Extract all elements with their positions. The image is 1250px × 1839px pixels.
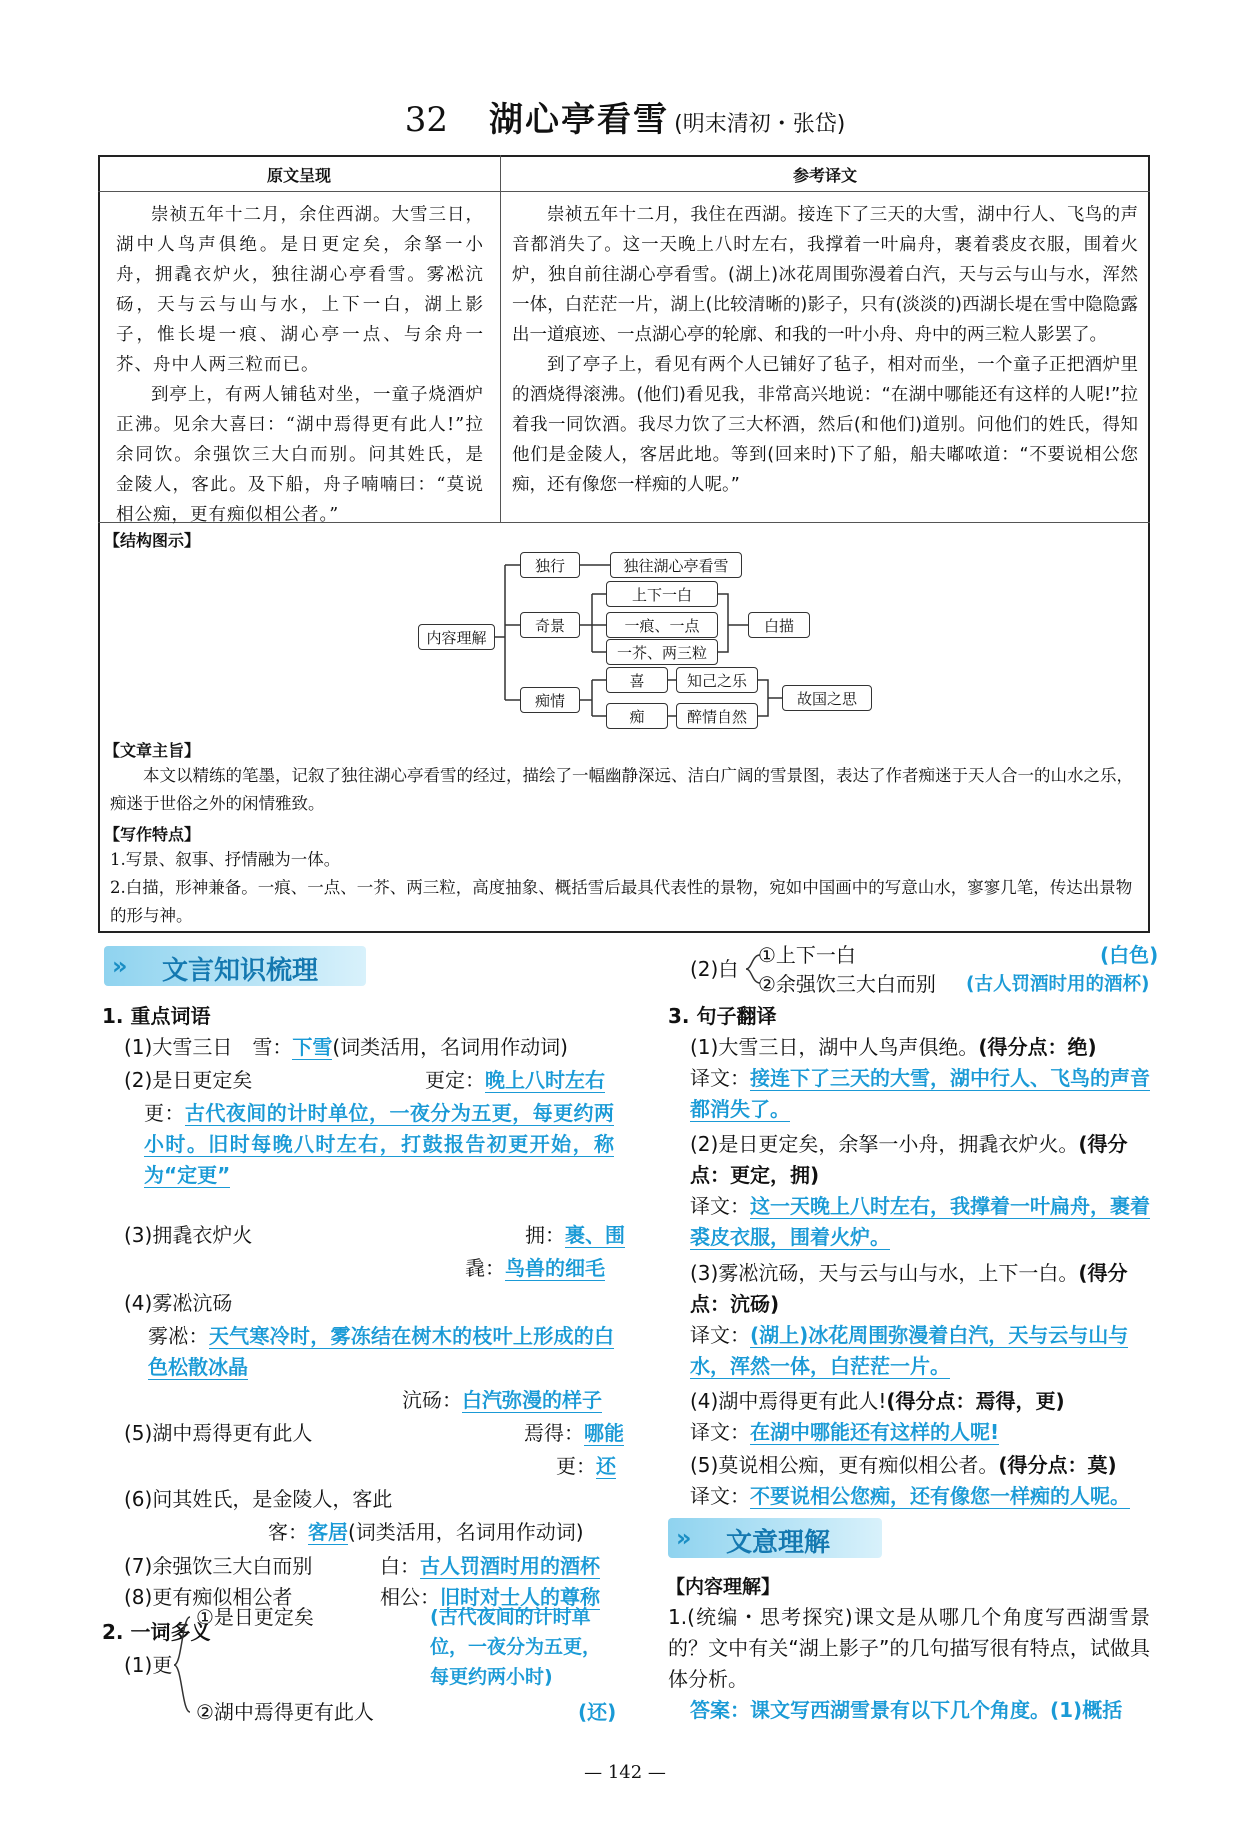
polysemy-2-a1: (白色) bbox=[1100, 943, 1159, 967]
translate-4-answer: 在湖中哪能还有这样的人呢! bbox=[750, 1420, 1000, 1444]
node-guguo: 故国之思 bbox=[782, 685, 872, 711]
translate-1 bbox=[690, 1032, 1150, 1125]
theme-text: 本文以精练的笔墨，记叙了独往湖心亭看雪的经过，描绘了一幅幽静深远、洁白广阔的雪景图，表达了作者痴迷于天人合一的山水之乐，痴迷于世俗之外的闲情雅致。 bbox=[110, 766, 1133, 813]
polysemy-2-s2: ②余强饮三大白而别 bbox=[758, 972, 936, 996]
polysemy-1-a1: (古代夜间的计时单位，一夜分为五更，每更约两小时) bbox=[430, 1606, 602, 1688]
comprehension-answer bbox=[690, 1695, 1150, 1726]
vocab-8-answer: 旧时对士人的尊称 bbox=[440, 1585, 600, 1609]
comprehension-answer-label: 答案： bbox=[690, 1698, 750, 1722]
translate-3-q: (3)雾凇沆砀，天与云与山与水，上下一白。 bbox=[690, 1261, 1079, 1285]
translate-3-answer: (湖上)冰花周围弥漫着白汽，天与云与山与水，浑然一体，白茫茫一片。 bbox=[690, 1323, 1129, 1378]
node-xi: 喜 bbox=[606, 667, 668, 693]
node-chiqing: 痴情 bbox=[520, 687, 580, 713]
translate-3 bbox=[690, 1258, 1150, 1382]
vocab-heading: 1. 重点词语 bbox=[102, 1004, 211, 1028]
vocab-6-k: 客： bbox=[268, 1520, 308, 1544]
lesson-title: 湖心亭看雪 bbox=[489, 100, 670, 140]
vocab-4b-answer: 白汽弥漫的样子 bbox=[462, 1388, 602, 1412]
translate-1-prefix: 译文： bbox=[690, 1066, 750, 1090]
vocab-5-k: 焉得： bbox=[524, 1421, 584, 1445]
node-root: 内容理解 bbox=[418, 624, 495, 650]
polysemy-1-s2: ②湖中焉得更有此人 bbox=[196, 1700, 374, 1724]
vocab-3-q: (3)拥毳衣炉火 bbox=[124, 1223, 253, 1247]
polysemy-1-a2: (还) bbox=[578, 1700, 617, 1724]
vocab-4-k: 雾凇： bbox=[148, 1324, 209, 1348]
polysemy-2-a2: (古人罚酒时用的酒杯) bbox=[966, 974, 1150, 995]
vocab-6-q: (6)问其姓氏，是金陵人，客此 bbox=[124, 1487, 393, 1511]
section-title-comprehension: 文意理解 bbox=[726, 1528, 831, 1558]
polysemy-1-s1: ①是日更定矣 bbox=[196, 1605, 314, 1629]
vocab-8-q: (8)更有痴似相公者 bbox=[124, 1585, 293, 1609]
node-qijing-2: 一痕、一点 bbox=[606, 612, 718, 638]
theme-label: 【文章主旨】 bbox=[104, 741, 201, 760]
translate-5-answer: 不要说相公您痴，还有像您一样痴的人呢。 bbox=[750, 1484, 1130, 1508]
vocab-2b-answer: 古代夜间的计时单位，一夜分为五更，每更约两小时。旧时每晚八时左右，打鼓报告初更开始，称为“定更” bbox=[144, 1101, 615, 1187]
translate-1-pts: (得分点：绝) bbox=[978, 1035, 1097, 1059]
translate-2-answer: 这一天晚上八时左右，我撑着一叶扁舟，裹着裘皮衣服，围着火炉。 bbox=[690, 1194, 1150, 1249]
polysemy-2-s1: ①上下一白 bbox=[758, 943, 856, 967]
vocab-5b-answer: 还 bbox=[596, 1454, 616, 1478]
structure-label: 【结构图示】 bbox=[104, 531, 201, 550]
writing-label: 【写作特点】 bbox=[104, 825, 201, 844]
original-para-1: 崇祯五年十二月，余住西湖。大雪三日，湖中人鸟声俱绝。是日更定矣，余拏一小舟，拥毳衣炉火，独往湖心亭看雪。雾凇沆砀，天与云与山与水，上下一白，湖上影子，惟长堤一痕、湖心亭一点、与余舟一芥、舟中人两三粒而已。 bbox=[116, 205, 484, 375]
vocab-2-k: 更定： bbox=[425, 1068, 485, 1092]
vocab-4b-k: 沆砀： bbox=[402, 1388, 462, 1412]
translate-4-pts: (得分点：焉得，更) bbox=[886, 1389, 1065, 1413]
vocab-6-answer: 客居 bbox=[308, 1520, 348, 1544]
vocab-5-q: (5)湖中焉得更有此人 bbox=[124, 1421, 313, 1445]
vocab-8-k: 相公： bbox=[380, 1585, 440, 1609]
vocab-7-k: 白： bbox=[380, 1554, 420, 1578]
vocab-1-answer: 下雪 bbox=[292, 1035, 333, 1059]
node-baimiao: 白描 bbox=[748, 612, 810, 638]
vocab-2b-k: 更： bbox=[144, 1101, 185, 1125]
translate-2-pts: (得分点：更定，拥) bbox=[690, 1132, 1128, 1187]
polysemy-heading: 2. 一词多义 bbox=[102, 1620, 211, 1644]
translate-2 bbox=[690, 1129, 1150, 1253]
translate-2-q: (2)是日更定矣，余拏一小舟，拥毳衣炉火。 bbox=[690, 1132, 1079, 1156]
translate-3-pts: (得分点：沆砀) bbox=[690, 1261, 1128, 1316]
translate-3-prefix: 译文： bbox=[690, 1323, 750, 1347]
vocab-1-note: (词类活用，名词用作动词) bbox=[332, 1035, 568, 1059]
lesson-number: 32 bbox=[404, 100, 448, 140]
vocab-3b-answer: 鸟兽的细毛 bbox=[505, 1256, 605, 1280]
col-original-header: 原文呈现 bbox=[266, 166, 331, 185]
translate-2-prefix: 译文： bbox=[690, 1194, 750, 1218]
node-zhiji: 知己之乐 bbox=[676, 667, 758, 693]
vocab-2-q: (2)是日更定矣 bbox=[124, 1068, 253, 1092]
polysemy-2-label: (2)白 bbox=[690, 957, 739, 981]
translate-4-prefix: 译文： bbox=[690, 1420, 750, 1444]
translate-1-answer: 接连下了三天的大雪，湖中行人、飞鸟的声音都消失了。 bbox=[690, 1066, 1150, 1121]
translate-5-pts: (得分点：莫) bbox=[998, 1453, 1117, 1477]
page-number: — 142 — bbox=[584, 1762, 666, 1783]
node-qijing-3: 一芥、两三粒 bbox=[606, 639, 718, 665]
vocab-6-note: (词类活用，名词用作动词) bbox=[348, 1520, 584, 1544]
comprehension-question: 1.(统编・思考探究)课文是从哪几个角度写西湖雪景的？文中有关“湖上影子”的几句描写很有特点，试做具体分析。 bbox=[668, 1605, 1150, 1691]
vocab-4-answer: 天气寒冷时，雾冻结在树木的枝叶上形成的白色松散冰晶 bbox=[148, 1324, 615, 1379]
node-duxing: 独行 bbox=[520, 552, 580, 578]
vocab-3-answer: 裹、围 bbox=[565, 1223, 625, 1247]
translate-5-prefix: 译文： bbox=[690, 1484, 750, 1508]
translation-para-1: 崇祯五年十二月，我住在西湖。接连下了三天的大雪，湖中行人、飞鸟的声音都消失了。这一天晚上八时左右，我撑着一叶扁舟，裹着裘皮衣服，围着火炉，独自前往湖心亭看雪。(湖上)冰花周围弥漫着白汽，天与云与山与水，浑然一体，白茫茫一片，湖上(比较清晰的)影子，只有(淡淡的)西湖长堤在雪中隐隐露出一道痕迹、一点湖心亭的轮廓、和我的一叶小舟、舟中的两三粒人影罢了。 bbox=[512, 205, 1138, 345]
section-header-comprehension bbox=[668, 1518, 882, 1558]
vocab-4-q: (4)雾凇沆砀 bbox=[124, 1291, 233, 1315]
vocab-2-answer: 晚上八时左右 bbox=[485, 1068, 605, 1092]
polysemy-1-label: (1)更 bbox=[124, 1653, 173, 1677]
writing-item-1: 1.写景、叙事、抒情融为一体。 bbox=[110, 850, 341, 869]
translate-heading: 3. 句子翻译 bbox=[668, 1004, 777, 1028]
col-translation-header: 参考译文 bbox=[792, 166, 857, 185]
polysemy-1-brace bbox=[174, 1617, 190, 1712]
translate-4-q: (4)湖中焉得更有此人! bbox=[690, 1389, 887, 1413]
chevron-right-icon: » bbox=[676, 1524, 692, 1552]
vocab-7-answer: 古人罚酒时用的酒杯 bbox=[420, 1554, 600, 1578]
chevron-right-icon: » bbox=[112, 952, 128, 980]
node-qijing: 奇景 bbox=[520, 612, 580, 638]
node-zuiqing: 醉情自然 bbox=[676, 703, 758, 729]
lesson-author: (明末清初・张岱) bbox=[674, 112, 846, 137]
vocab-5-answer: 哪能 bbox=[584, 1421, 624, 1445]
section-title-knowledge: 文言知识梳理 bbox=[162, 956, 319, 986]
translate-1-q: (1)大雪三日，湖中人鸟声俱绝。 bbox=[690, 1035, 979, 1059]
comprehension-label: 【内容理解】 bbox=[666, 1576, 781, 1598]
writing-item-2: 2.白描，形神兼备。一痕、一点、一芥、两三粒，高度抽象、概括雪后最具代表性的景物，宛如中国画中的写意山水，寥寥几笔，传达出景物的形与神。 bbox=[110, 878, 1133, 925]
vocab-5b-k: 更： bbox=[556, 1454, 596, 1478]
node-qijing-1: 上下一白 bbox=[606, 581, 718, 607]
vocab-3-k: 拥： bbox=[525, 1223, 565, 1247]
comprehension-answer-text: 课文写西湖雪景有以下几个角度。(1)概括 bbox=[750, 1698, 1123, 1722]
node-chi: 痴 bbox=[606, 703, 668, 729]
vocab-3b-k: 毳： bbox=[465, 1256, 505, 1280]
translate-5 bbox=[690, 1450, 1150, 1512]
translate-5-q: (5)莫说相公痴，更有痴似相公者。 bbox=[690, 1453, 999, 1477]
vocab-1-text: (1)大雪三日 雪： bbox=[124, 1035, 293, 1059]
original-para-2: 到亭上，有两人铺毡对坐，一童子烧酒炉正沸。见余大喜曰：“湖中焉得更有此人!”拉余同饮。余强饮三大白而别。问其姓氏，是金陵人，客此。及下船，舟子喃喃曰：“莫说相公痴，更有痴似相公者。” bbox=[116, 385, 484, 525]
translation-para-2: 到了亭子上，看见有两个人已铺好了毡子，相对而坐，一个童子正把酒炉里的酒烧得滚沸。(他们)看见我，非常高兴地说：“在湖中哪能还有这样的人呢!”拉着我一同饮酒。我尽力饮了三大杯酒，然后(和他们)道别。问他们的姓氏，得知他们是金陵人，客居此地。等到(回来时)下了船，船夫嘟哝道：“不要说相公您痴，还有像您一样痴的人呢。” bbox=[512, 355, 1138, 495]
translate-4 bbox=[690, 1386, 1150, 1448]
node-duxing-detail: 独往湖心亭看雪 bbox=[610, 552, 742, 578]
vocab-7-q: (7)余强饮三大白而别 bbox=[124, 1554, 313, 1578]
